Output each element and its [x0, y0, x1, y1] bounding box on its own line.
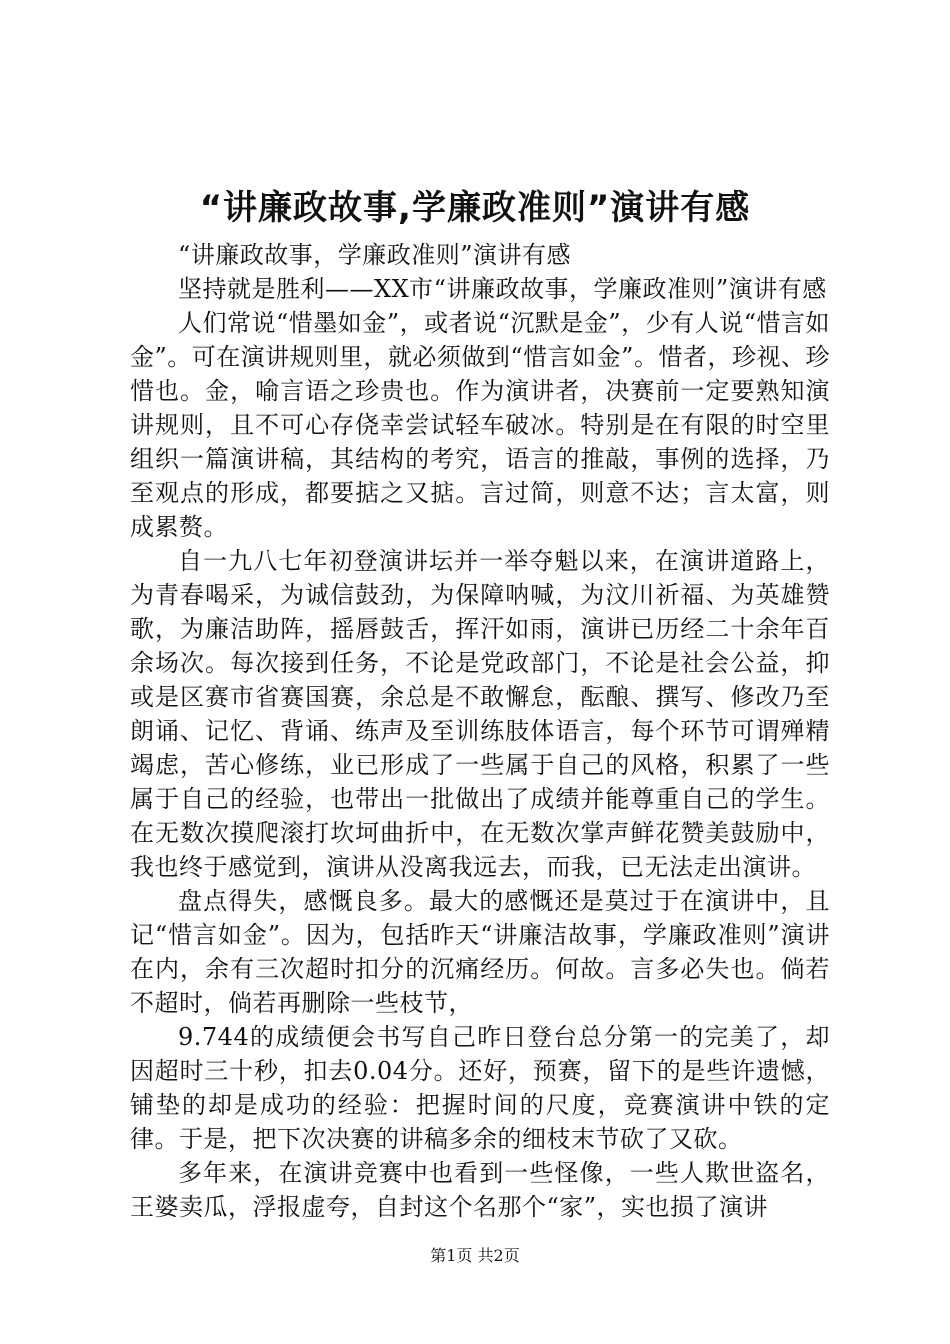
paragraph: 坚持就是胜利——XX市“讲廉政故事，学廉政准则”演讲有感: [178, 275, 827, 303]
document-body: [130, 238, 830, 1224]
paragraph: “讲廉政故事，学廉政准则”演讲有感: [178, 241, 572, 269]
document-title: “讲廉政故事,学廉政准则”演讲有感: [199, 188, 751, 228]
paragraph: 盘点得失，感慨良多。最大的感慨还是莫过于在演讲中，且记“惜言如金”。因为，包括昨天“讲廉洁故事，学廉政准则”演讲在内，余有三次超时扣分的沉痛经历。何故。言多必失也。倘若不超时，倘若再删除一些枝节，: [130, 887, 830, 1017]
paragraph: 自一九八七年初登演讲坛并一举夺魁以来，在演讲道路上，为青春喝采，为诚信鼓劲，为保障呐喊，为汶川祈福、为英雄赞歌，为廉洁助阵，摇唇鼓舌，挥汗如雨，演讲已历经二十余年百余场次。每次接到任务，不论是党政部门，不论是社会公益，抑或是区赛市省赛国赛，余总是不敢懈怠，酝酿、撰写、修改乃至朗诵、记忆、背诵、练声及至训练肢体语言，每个环节可谓殚精竭虑，苦心修练，业已形成了一些属于自己的风格，积累了一些属于自己的经验，也带出一批做出了成绩并能尊重自己的学生。在无数次摸爬滚打坎坷曲折中，在无数次掌声鲜花赞美鼓励中，我也终于感觉到，演讲从没离我远去，而我，已无法走出演讲。: [130, 547, 830, 881]
paragraph: 9.744的成绩便会书写自己昨日登台总分第一的完美了，却因超时三十秒，扣去0.04分。还好，预赛，留下的是些许遗憾，铺垫的却是成功的经验：把握时间的尺度，竞赛演讲中铁的定律。于是，把下次决赛的讲稿多余的细枝末节砍了又砍。: [130, 1023, 830, 1153]
paragraph: 多年来，在演讲竞赛中也看到一些怪像，一些人欺世盗名，王婆卖瓜，浮报虚夸，自封这个名那个“家”，实也损了演讲: [130, 1159, 830, 1221]
paragraph: 人们常说“惜墨如金”，或者说“沉默是金”，少有人说“惜言如金”。可在演讲规则里，就必须做到“惜言如金”。惜者，珍视、珍惜也。金，喻言语之珍贵也。作为演讲者，决赛前一定要熟知演讲规则，且不可心存侥幸尝试轻车破冰。特别是在有限的时空里组织一篇演讲稿，其结构的考究，语言的推敲，事例的选择，乃至观点的形成，都要掂之又掂。言过简，则意不达；言太富，则成累赘。: [130, 309, 830, 541]
page-number-footer: 第1页 共2页: [430, 1246, 520, 1265]
